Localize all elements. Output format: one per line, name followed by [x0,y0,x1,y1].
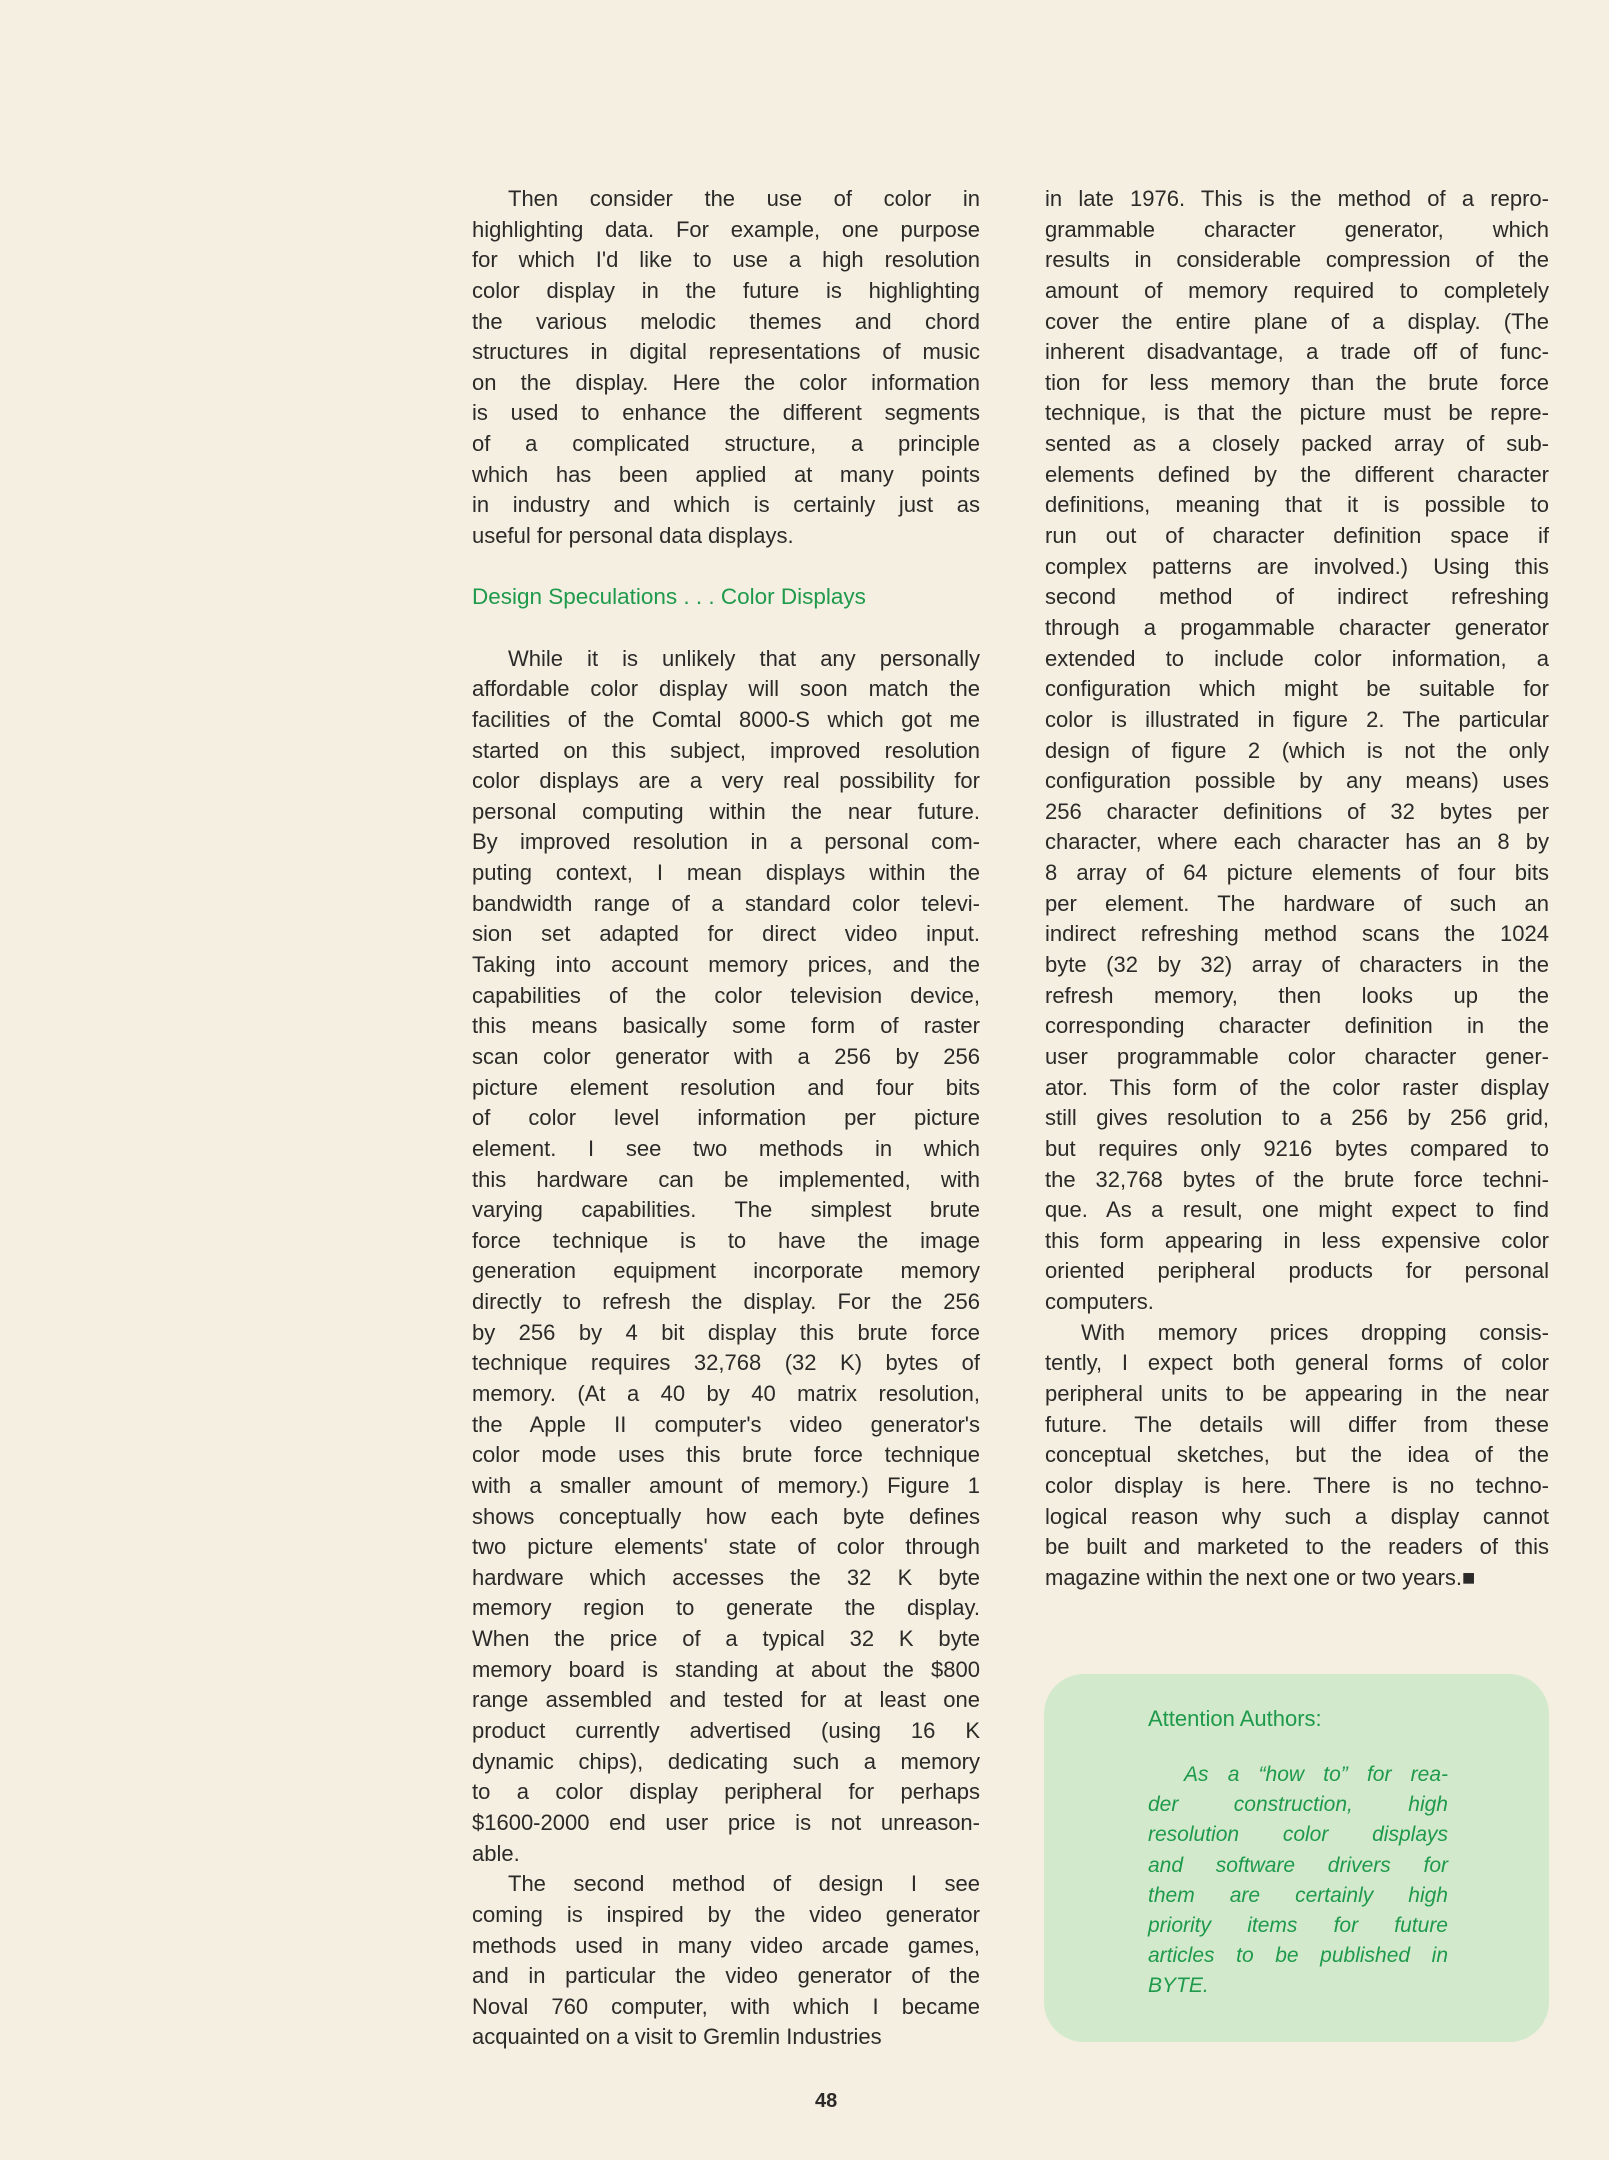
text-line: conceptual sketches, but the idea of the [1045,1442,1549,1468]
text-line: the 32,768 bytes of the brute force techni- [1045,1166,1549,1192]
text-line: puting context, I mean displays within the [472,860,980,886]
text-line: for which I'd like to use a high resolution [472,247,980,273]
text-line: shows conceptually how each byte defines [472,1503,980,1529]
text-line: generation equipment incorporate memory [472,1258,980,1284]
text-line: by 256 by 4 bit display this brute force [472,1319,980,1345]
text-line: definitions, meaning that it is possible to [1045,492,1549,518]
paragraph [1045,1318,1549,1594]
text-line: elements defined by the different character [1045,461,1549,487]
text-line: two picture elements' state of color through [472,1534,980,1560]
text-line: through a progammable character generator [1045,614,1549,640]
text-line: logical reason why such a display cannot [1045,1503,1549,1529]
text-line: the Apple II computer's video generator's [472,1411,980,1437]
paragraph [472,184,980,552]
text-line: and in particular the video generator of the [472,1963,980,1989]
text-line: refresh memory, then looks up the [1045,982,1549,1008]
text-line: directly to refresh the display. For the 256 [472,1289,980,1315]
text-line: With memory prices dropping consis- [1081,1319,1549,1345]
text-line: product currently advertised (using 16 K [472,1718,980,1744]
text-line: in late 1976. This is the method of a repro- [1045,186,1549,211]
text-line: acquainted on a visit to Gremlin Industries [472,2024,882,2050]
text-line: capabilities of the color television device, [472,982,980,1008]
text-line: color display is here. There is no techno- [1045,1472,1549,1498]
text-line: complex patterns are involved.) Using this [1045,553,1549,579]
text-line: hardware which accesses the 32 K byte [472,1564,980,1590]
text-line: memory region to generate the display. [472,1595,980,1621]
text-line: which has been applied at many points [472,461,980,487]
box-text-line: As a “how to” for rea- [1184,1763,1448,1786]
text-line: peripheral units to be appearing in the near [1045,1380,1549,1406]
text-line: memory. (At a 40 by 40 matrix resolution, [472,1380,980,1406]
text-line: varying capabilities. The simplest brute [472,1197,980,1223]
text-line: color is illustrated in figure 2. The particular [1045,706,1549,732]
text-line: structures in digital representations of music [472,339,980,365]
text-line: sented as a closely packed array of sub- [1045,431,1549,457]
text-line: cover the entire plane of a display. (The [1045,308,1549,334]
text-line: still gives resolution to a 256 by 256 grid, [1045,1105,1549,1131]
text-line: dynamic chips), dedicating such a memory [472,1748,980,1774]
left-column [472,184,980,2053]
box-text-line: der construction, high [1148,1793,1448,1817]
text-line: picture element resolution and four bits [472,1074,980,1100]
page-number: 48 [815,2090,838,2112]
text-line: By improved resolution in a personal com- [472,829,980,855]
text-line: color mode uses this brute force technique [472,1442,980,1468]
text-line: color display in the future is highlighting [472,277,980,303]
text-line: tion for less memory than the brute force [1045,369,1549,395]
text-line: ator. This form of the color raster display [1045,1074,1549,1100]
text-line: inherent disadvantage, a trade off of func- [1045,339,1549,365]
attention-authors-box [1044,1674,1549,2042]
text-line: useful for personal data displays. [472,523,794,549]
right-column [1045,184,1549,1593]
paragraph [1045,184,1549,1318]
box-text-line: BYTE. [1148,1974,1209,1998]
text-line: que. As a result, one might expect to find [1045,1197,1549,1223]
text-line: Noval 760 computer, with which I became [472,1993,980,2019]
text-line: this means basically some form of raster [472,1013,980,1039]
text-line: indirect refreshing method scans the 1024 [1045,921,1549,947]
text-line: 8 array of 64 picture elements of four bits [1045,860,1549,886]
text-line: computers. [1045,1289,1154,1315]
text-line: magazine within the next one or two years.■ [1045,1564,1476,1590]
text-line: started on this subject, improved resolution [472,737,980,763]
text-line: byte (32 by 32) array of characters in the [1045,952,1549,978]
text-line: character, where each character has an 8 by [1045,829,1549,855]
text-line: grammable character generator, which [1045,216,1549,242]
text-line: Design Speculations . . . Color Displays [472,584,866,610]
text-line: affordable color display will soon match the [472,676,980,702]
text-line: run out of character definition space if [1045,523,1549,549]
text-line: technique requires 32,768 (32 K) bytes of [472,1350,980,1376]
text-line: technique, is that the picture must be repre- [1045,400,1549,426]
text-line: 256 character definitions of 32 bytes per [1045,798,1549,824]
text-line: While it is unlikely that any personally [508,645,980,671]
paragraph [472,644,980,1870]
box-text-line: priority items for future [1148,1913,1448,1937]
box-title: Attention Authors: [1148,1706,1322,1731]
text-line: be built and marketed to the readers of this [1045,1534,1549,1560]
text-line: corresponding character definition in the [1045,1013,1549,1039]
text-line: tently, I expect both general forms of color [1045,1350,1549,1376]
text-line: results in considerable compression of the [1045,247,1549,273]
text-line: When the price of a typical 32 K byte [472,1626,980,1652]
text-line: force technique is to have the image [472,1227,980,1253]
text-line: per element. The hardware of such an [1045,890,1549,916]
text-line: with a smaller amount of memory.) Figure 1 [472,1472,980,1498]
box-text-line: and software drivers for [1148,1853,1448,1877]
text-line: extended to include color information, a [1045,645,1549,671]
text-line: on the display. Here the color information [472,369,980,395]
text-line: is used to enhance the different segments [472,400,980,426]
text-line: The second method of design I see [508,1871,980,1897]
text-line: Taking into account memory prices, and the [472,952,980,978]
text-line: this hardware can be implemented, with [472,1166,980,1192]
text-line: facilities of the Comtal 8000-S which got me [472,706,980,732]
text-line: amount of memory required to completely [1045,277,1549,303]
text-line: coming is inspired by the video generator [472,1901,980,1927]
text-line: able. [472,1840,520,1866]
box-text-line: articles to be published in [1148,1944,1448,1968]
text-line: element. I see two methods in which [472,1135,980,1161]
text-line: in industry and which is certainly just as [472,492,980,518]
text-line: color displays are a very real possibility for [472,768,980,794]
box-body [1148,1760,1448,2002]
text-line: oriented peripheral products for personal [1045,1258,1549,1284]
text-line: the various melodic themes and chord [472,308,980,334]
text-line: of a complicated structure, a principle [472,431,980,457]
text-line: Then consider the use of color in [508,186,980,211]
text-line: second method of indirect refreshing [1045,584,1549,610]
text-line: future. The details will differ from these [1045,1411,1549,1437]
section-heading [472,582,980,613]
paragraph [472,1869,980,2053]
box-text-line: them are certainly high [1148,1883,1448,1907]
text-line: design of figure 2 (which is not the only [1045,737,1549,763]
text-line: scan color generator with a 256 by 256 [472,1043,980,1069]
text-line: configuration possible by any means) uses [1045,768,1549,794]
text-line: methods used in many video arcade games, [472,1932,980,1958]
text-line: this form appearing in less expensive color [1045,1227,1549,1253]
text-line: but requires only 9216 bytes compared to [1045,1135,1549,1161]
text-line: memory board is standing at about the $800 [472,1656,980,1682]
text-line: range assembled and tested for at least one [472,1687,980,1713]
text-line: to a color display peripheral for perhaps [472,1779,980,1805]
text-line: user programmable color character gener- [1045,1043,1549,1069]
text-line: bandwidth range of a standard color televi- [472,890,980,916]
text-line: personal computing within the near future. [472,798,980,824]
box-text-line: resolution color displays [1148,1823,1448,1847]
text-line: configuration which might be suitable for [1045,676,1549,702]
text-line: of color level information per picture [472,1105,980,1131]
text-line: highlighting data. For example, one purpose [472,216,980,242]
text-line: $1600-2000 end user price is not unreason- [472,1809,980,1835]
text-line: sion set adapted for direct video input. [472,921,980,947]
